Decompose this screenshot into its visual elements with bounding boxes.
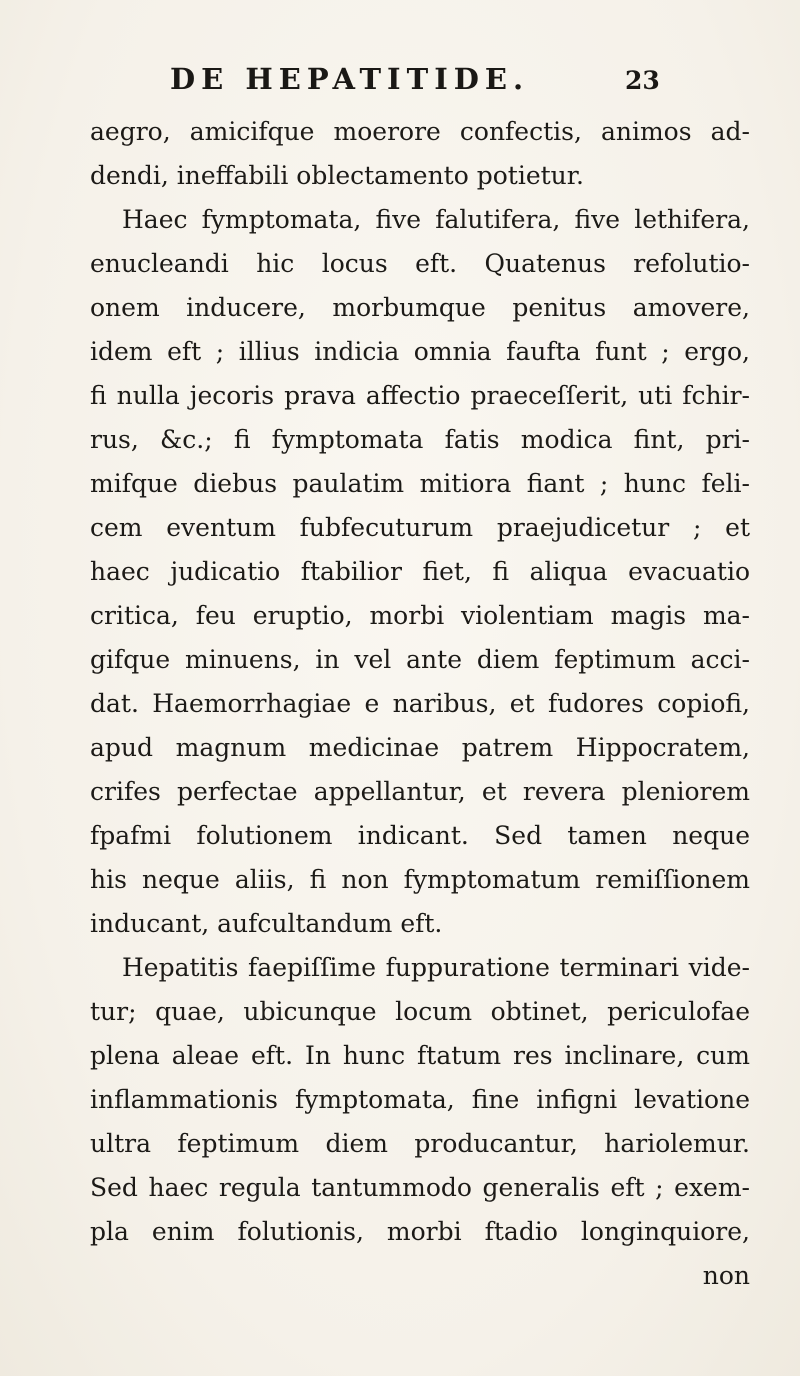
text-line: rus, &c.; fi fymptomata fatis modica fint, pri- xyxy=(90,425,750,454)
text-line: fpafmi folutionem indicant. Sed tamen neque xyxy=(90,821,750,850)
text-line: mifque diebus paulatim mitiora fiant ; hunc feli- xyxy=(90,469,750,498)
text-line: Sed haec regula tantummodo generalis eft ; exem- xyxy=(90,1173,750,1202)
text-line: onem inducere, morbumque penitus amovere, xyxy=(90,293,750,322)
paragraph-start-line: Haec fymptomata, five falutifera, five lethifera, xyxy=(122,205,750,234)
text-line: cem eventum fubfecuturum praejudicetur ; et xyxy=(90,513,750,542)
text-line: idem eft ; illius indicia omnia faufta funt ; ergo, xyxy=(90,337,750,366)
text-line: ultra feptimum diem producantur, hariolemur. xyxy=(90,1129,750,1158)
text-line: his neque aliis, fi non fymptomatum remiſſionem xyxy=(90,865,750,894)
text-line: apud magnum medicinae patrem Hippocratem, xyxy=(90,733,750,762)
catchword: non xyxy=(702,1261,750,1290)
text-line: gifque minuens, in vel ante diem feptimum acci- xyxy=(90,645,750,674)
text-line: crifes perfectae appellantur, et revera pleniorem xyxy=(90,777,750,806)
text-line: pla enim folutionis, morbi ftadio longinquiore, xyxy=(90,1217,750,1246)
text-line: plena aleae eft. In hunc ftatum res inclinare, cum xyxy=(90,1041,750,1070)
text-line: aegro, amicifque moerore confectis, animos ad- xyxy=(90,117,750,146)
text-line: inducant, aufcultandum eft. xyxy=(90,909,443,938)
text-line: dendi, ineffabili oblectamento potietur. xyxy=(90,161,584,190)
text-line: enucleandi hic locus eft. Quatenus refolutio- xyxy=(90,249,750,278)
text-line: critica, feu eruptio, morbi violentiam magis ma- xyxy=(90,601,750,630)
page-number: 23 xyxy=(625,66,660,95)
text-line: fi nulla jecoris prava affectio praeceſſerit, uti fchir- xyxy=(90,381,750,410)
text-line: dat. Haemorrhagiae e naribus, et fudores copiofi, xyxy=(90,689,750,718)
body-text xyxy=(90,110,750,1298)
paragraph-start-line: Hepatitis faepiſſime fuppuratione terminari vide- xyxy=(122,953,750,982)
text-line: inflammationis fymptomata, fine infigni levatione xyxy=(90,1085,750,1114)
text-line: haec judicatio ftabilior fiet, fi aliqua evacuatio xyxy=(90,557,750,586)
running-title: DE HEPATITIDE. xyxy=(170,62,530,96)
text-line: tur; quae, ubicunque locum obtinet, periculofae xyxy=(90,997,750,1026)
